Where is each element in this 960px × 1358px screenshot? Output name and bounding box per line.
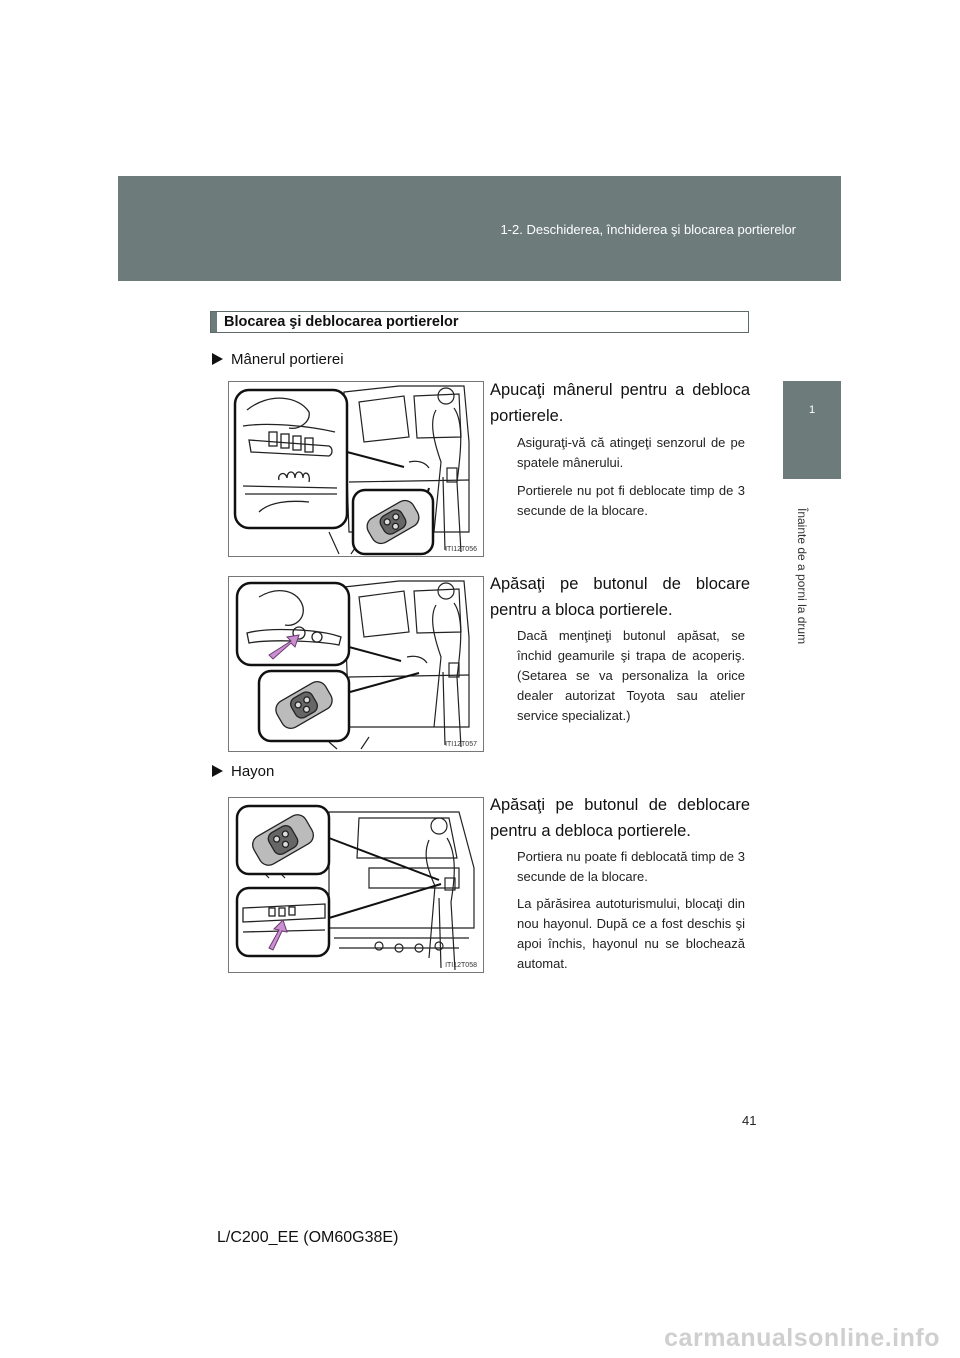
page-number: 41 (742, 1113, 757, 1128)
figure-code: ITI12T057 (445, 741, 477, 748)
figure-code: ITI12T058 (445, 962, 477, 969)
figure-door-handle-unlock (228, 381, 484, 557)
step-note: La părăsirea autoturismului, blocaţi din nou hayonul. După ce a fost deschis şi apoi închis, hayonul nu se blochează automat. (517, 896, 745, 971)
section-heading-marker (211, 312, 217, 332)
chapter-title: 1-2. Deschiderea, închiderea şi blocarea portierelor (500, 222, 796, 237)
figure-code: ITI12T056 (445, 546, 477, 553)
step-note: Dacă menţineţi butonul apăsat, se închid geamurile şi trapa de acoperiş. (Setarea se va personaliza la orice dealer autorizat Toyota sau atelier service specializat.) (517, 628, 745, 723)
bullet-arrow-icon (212, 765, 223, 777)
door-handle-lock-illustration-icon (229, 577, 483, 751)
step-instruction: Apucaţi mânerul pentru a debloca portierele. (490, 381, 750, 425)
step-note: Asiguraţi-vă că atingeţi senzorul de pe spatele mânerului. (517, 435, 745, 470)
manual-code: L/C200_EE (OM60G38E) (217, 1229, 399, 1246)
section-title: Blocarea şi deblocarea portierelor (224, 314, 459, 330)
chapter-side-label-wrapper (795, 508, 809, 645)
bullet-arrow-icon (212, 353, 223, 365)
figure-door-handle-lock (228, 576, 484, 752)
step-instruction: Apăsaţi pe butonul de blocare pentru a bloca portierele. (490, 575, 750, 619)
chapter-side-tab (783, 381, 841, 479)
bullet-door-handle (212, 351, 344, 368)
back-door-unlock-illustration-icon (229, 798, 483, 972)
figure-back-door-unlock (228, 797, 484, 973)
step-note: Portiera nu poate fi deblocată timp de 3 secunde de la blocare. (517, 849, 745, 884)
bullet-label: Hayon (231, 763, 275, 780)
chapter-side-label: Înainte de a porni la drum (795, 508, 809, 645)
chapter-number: 1 (808, 404, 816, 416)
step-note: Portierele nu pot fi deblocate timp de 3 secunde de la blocare. (517, 483, 745, 518)
bullet-label: Mânerul portierei (231, 351, 344, 368)
bullet-back-door (212, 763, 274, 780)
watermark (0, 1322, 960, 1358)
step-instruction: Apăsaţi pe butonul de deblocare pentru a debloca portierele. (490, 796, 750, 840)
door-handle-unlock-illustration-icon (229, 382, 483, 556)
watermark-text: carmanualsonline.info (664, 1324, 940, 1352)
